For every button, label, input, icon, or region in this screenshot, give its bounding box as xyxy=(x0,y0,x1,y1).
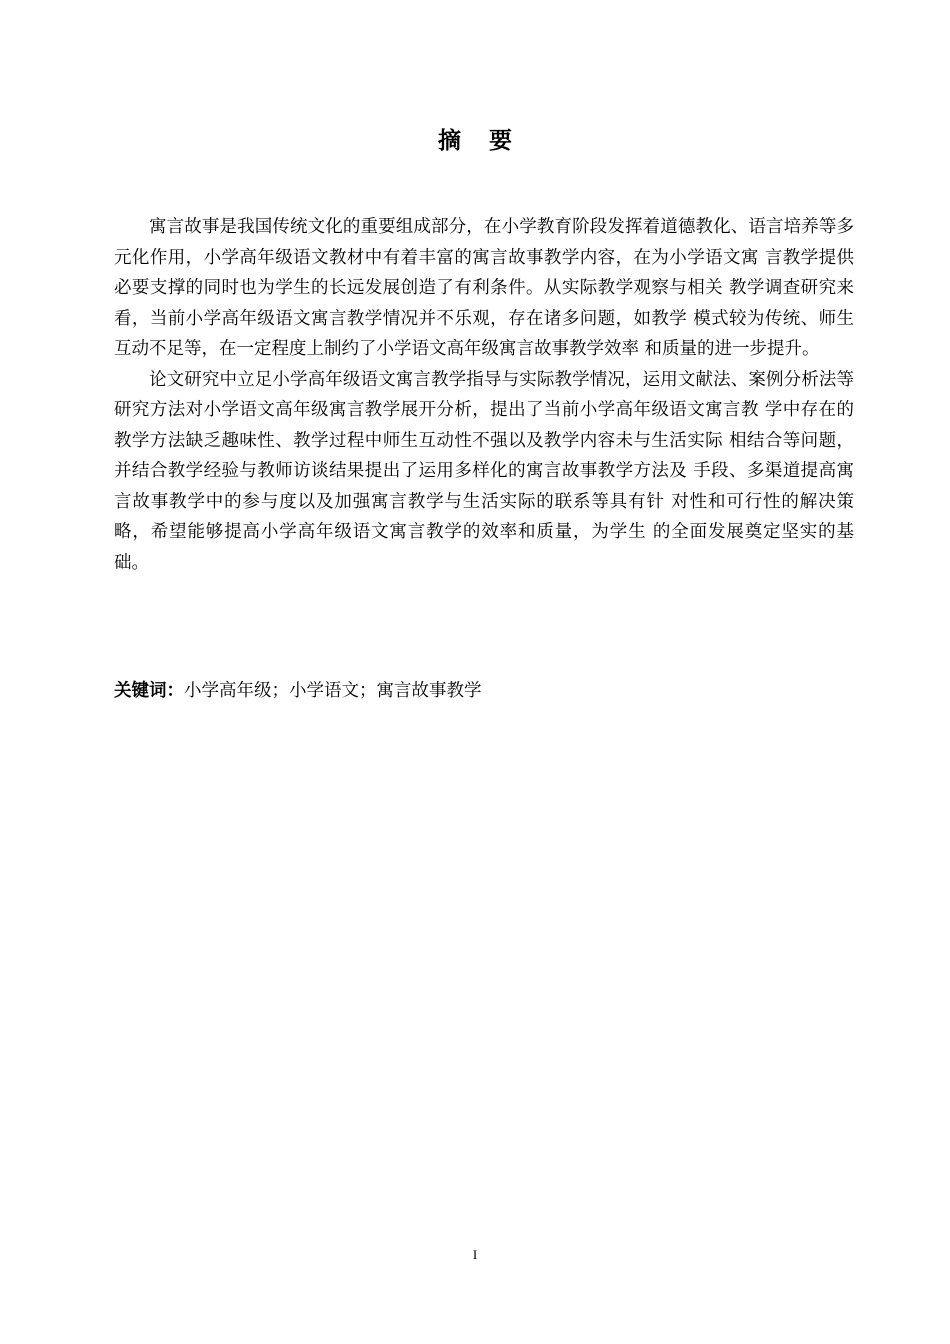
keywords-line xyxy=(114,676,854,706)
keywords-label: 关键词： xyxy=(114,681,184,701)
abstract-paragraph-1: 寓言故事是我国传统文化的重要组成部分，在小学教育阶段发挥着道德教化、语言培养等多元化作用，小学高年级语文教材中有着丰富的寓言故事教学内容，在为小学语文寓 言教学提供必要支撑的同时也为学生的长远发展创造了有利条件。从实际教学观察与相关 教学调查研究来看，当前小学高年级语文寓言教学情况并不乐观，存在诸多问题，如教学 模式较为传统、师生互动不足等，在一定程度上制约了小学语文高年级寓言故事教学效率 和质量的进一步提升。 xyxy=(114,217,854,359)
abstract-body xyxy=(114,212,854,578)
keywords-text: 小学高年级；小学语文；寓言故事教学 xyxy=(184,681,482,701)
abstract-title: 摘要 xyxy=(438,128,540,154)
abstract-paragraph-2: 论文研究中立足小学高年级语文寓言教学指导与实际教学情况，运用文献法、案例分析法等研究方法对小学语文高年级寓言教学展开分析，提出了当前小学高年级语文寓言教 学中存在的教学方法缺乏趣味性、教学过程中师生互动性不强以及教学内容未与生活实际 相结合等问题，并结合教学经验与教师访谈结果提出了运用多样化的寓言故事教学方法及 手段、多渠道提高寓言故事教学中的参与度以及加强寓言教学与生活实际的联系等具有针 对性和可行性的解决策略，希望能够提高小学高年级语文寓言教学的效率和质量，为学生 的全面发展奠定坚实的基础。 xyxy=(114,369,854,573)
page-number: I xyxy=(472,1247,478,1262)
